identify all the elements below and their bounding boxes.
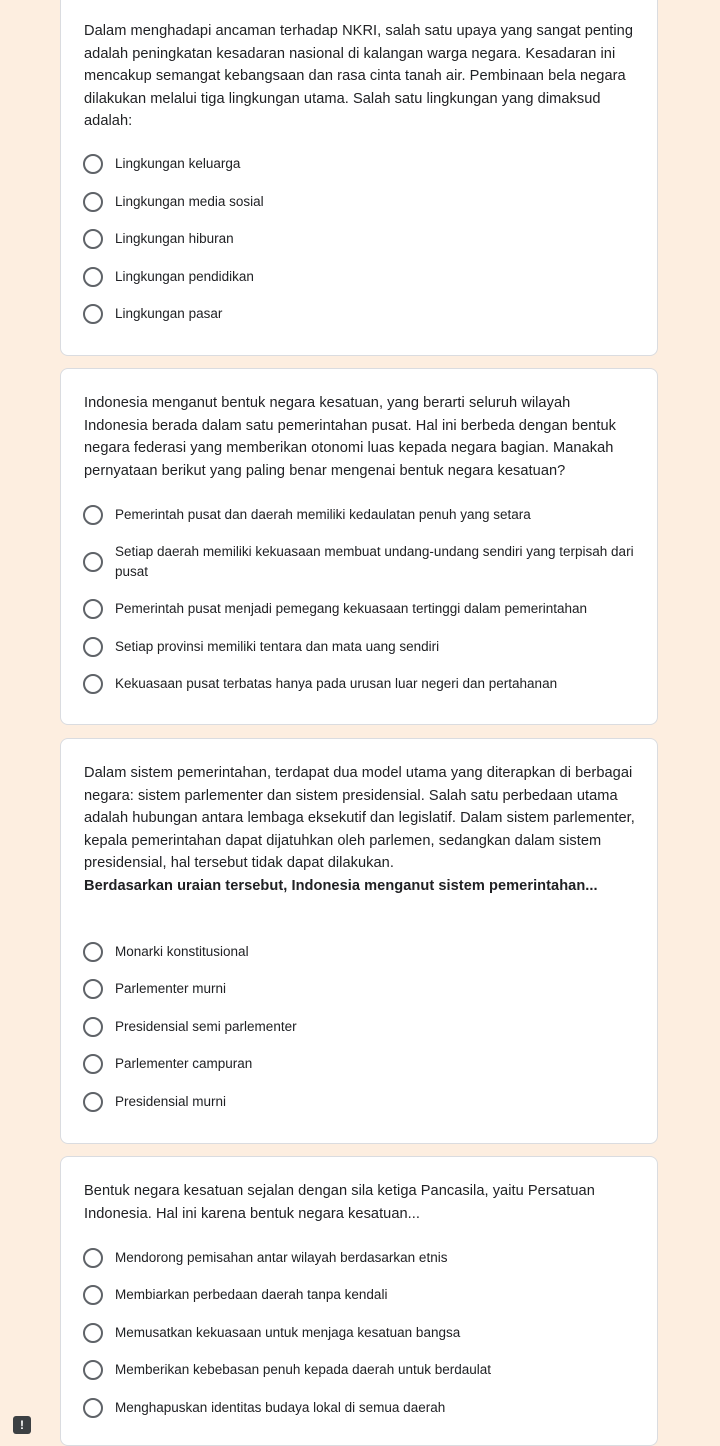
question-body: Dalam sistem pemerintahan, terdapat dua model utama yang diterapkan di berbagai negara: sistem parlementer dan sistem presidensial. Salah satu perbedaan utama adalah hubungan antara lembaga eksekutif dan legislatif. Dalam sistem parlementer, kepala pemerintahan dapat dijatuhkan oleh parlemen, sedangkan dalam sistem presidensial, hal tersebut tidak dapat dilakukan.	[84, 765, 635, 871]
radio-button[interactable]	[83, 1398, 103, 1418]
option-label: Monarki konstitusional	[115, 944, 249, 959]
option[interactable]	[83, 505, 643, 525]
option[interactable]	[83, 1285, 643, 1305]
option[interactable]	[83, 1323, 643, 1343]
radio-button[interactable]	[83, 505, 103, 525]
question-card-4	[60, 1156, 658, 1446]
question-text	[84, 762, 636, 897]
option-label: Parlementer murni	[115, 981, 227, 996]
question-prompt: Berdasarkan uraian tersebut, Indonesia menganut sistem pemerintahan...	[84, 877, 598, 894]
option[interactable]	[83, 229, 643, 249]
radio-button[interactable]	[83, 942, 103, 962]
option-label: Kekuasaan pusat terbatas hanya pada urusan luar negeri dan pertahanan	[115, 676, 558, 691]
radio-button[interactable]	[83, 1017, 103, 1037]
option-label: Membiarkan perbedaan daerah tanpa kendali	[115, 1287, 388, 1302]
option[interactable]	[83, 979, 643, 999]
option[interactable]	[83, 637, 643, 657]
option-label: Parlementer campuran	[115, 1056, 253, 1071]
option-label: Memberikan kebebasan penuh kepada daerah untuk berdaulat	[115, 1362, 492, 1377]
option[interactable]	[83, 1017, 643, 1037]
question-text: Bentuk negara kesatuan sejalan dengan sila ketiga Pancasila, yaitu Persatuan Indonesia. Hal ini karena bentuk negara kesatuan...	[84, 1183, 595, 1222]
option-label: Pemerintah pusat menjadi pemegang kekuasaan tertinggi dalam pemerintahan	[115, 601, 588, 616]
radio-button[interactable]	[83, 979, 103, 999]
radio-button[interactable]	[83, 637, 103, 657]
option-label: Setiap daerah memiliki kekuasaan membuat undang-undang sendiri yang terpisah dari pusat	[115, 544, 634, 579]
option[interactable]	[83, 542, 643, 582]
radio-button[interactable]	[83, 599, 103, 619]
question-text: Indonesia menganut bentuk negara kesatuan, yang berarti seluruh wilayah Indonesia berada dalam satu pemerintahan pusat. Hal ini berbeda dengan bentuk negara federasi yang memberikan otonomi luas kepada negara bagian. Manakah pernyataan berikut yang paling benar mengenai bentuk negara kesatuan?	[84, 395, 617, 479]
option[interactable]	[83, 1398, 643, 1418]
option-label: Mendorong pemisahan antar wilayah berdasarkan etnis	[115, 1250, 448, 1265]
option[interactable]	[83, 599, 643, 619]
radio-button[interactable]	[83, 1360, 103, 1380]
radio-button[interactable]	[83, 154, 103, 174]
option[interactable]	[83, 1054, 643, 1074]
option[interactable]	[83, 1248, 643, 1268]
option[interactable]	[83, 192, 643, 212]
option-label: Lingkungan pasar	[115, 306, 223, 321]
option[interactable]	[83, 942, 643, 962]
question-card-1	[60, 0, 658, 356]
option-label: Presidensial semi parlementer	[115, 1019, 297, 1034]
option-label: Lingkungan hiburan	[115, 231, 234, 246]
question-card-3	[60, 738, 658, 1144]
option[interactable]	[83, 674, 643, 694]
option[interactable]	[83, 154, 643, 174]
option[interactable]	[83, 1360, 643, 1380]
option-label: Setiap provinsi memiliki tentara dan mata uang sendiri	[115, 639, 440, 654]
radio-button[interactable]	[83, 304, 103, 324]
radio-button[interactable]	[83, 1248, 103, 1268]
option[interactable]	[83, 1092, 643, 1112]
option[interactable]	[83, 304, 643, 324]
radio-button[interactable]	[83, 1285, 103, 1305]
radio-button[interactable]	[83, 192, 103, 212]
radio-button[interactable]	[83, 229, 103, 249]
radio-button[interactable]	[83, 267, 103, 287]
radio-button[interactable]	[83, 1054, 103, 1074]
option-label: Lingkungan keluarga	[115, 156, 241, 171]
option-label: Pemerintah pusat dan daerah memiliki kedaulatan penuh yang setara	[115, 507, 531, 522]
radio-button[interactable]	[83, 1092, 103, 1112]
option-label: Lingkungan pendidikan	[115, 269, 254, 284]
option-label: Memusatkan kekuasaan untuk menjaga kesatuan bangsa	[115, 1325, 461, 1340]
radio-button[interactable]	[83, 1323, 103, 1343]
question-text: Dalam menghadapi ancaman terhadap NKRI, salah satu upaya yang sangat penting adalah peningkatan kesadaran nasional di kalangan warga negara. Kesadaran ini mencakup semangat kebangsaan dan rasa cinta tanah air. Pembinaan bela negara dilakukan melalui tiga lingkungan utama. Salah satu lingkungan yang dimaksud adalah:	[84, 23, 633, 129]
radio-button[interactable]	[83, 552, 103, 572]
radio-button[interactable]	[83, 674, 103, 694]
option-label: Lingkungan media sosial	[115, 194, 264, 209]
option-label: Menghapuskan identitas budaya lokal di semua daerah	[115, 1400, 446, 1415]
question-card-2	[60, 368, 658, 725]
option[interactable]	[83, 267, 643, 287]
report-icon[interactable]: !	[13, 1416, 31, 1434]
option-label: Presidensial murni	[115, 1094, 227, 1109]
